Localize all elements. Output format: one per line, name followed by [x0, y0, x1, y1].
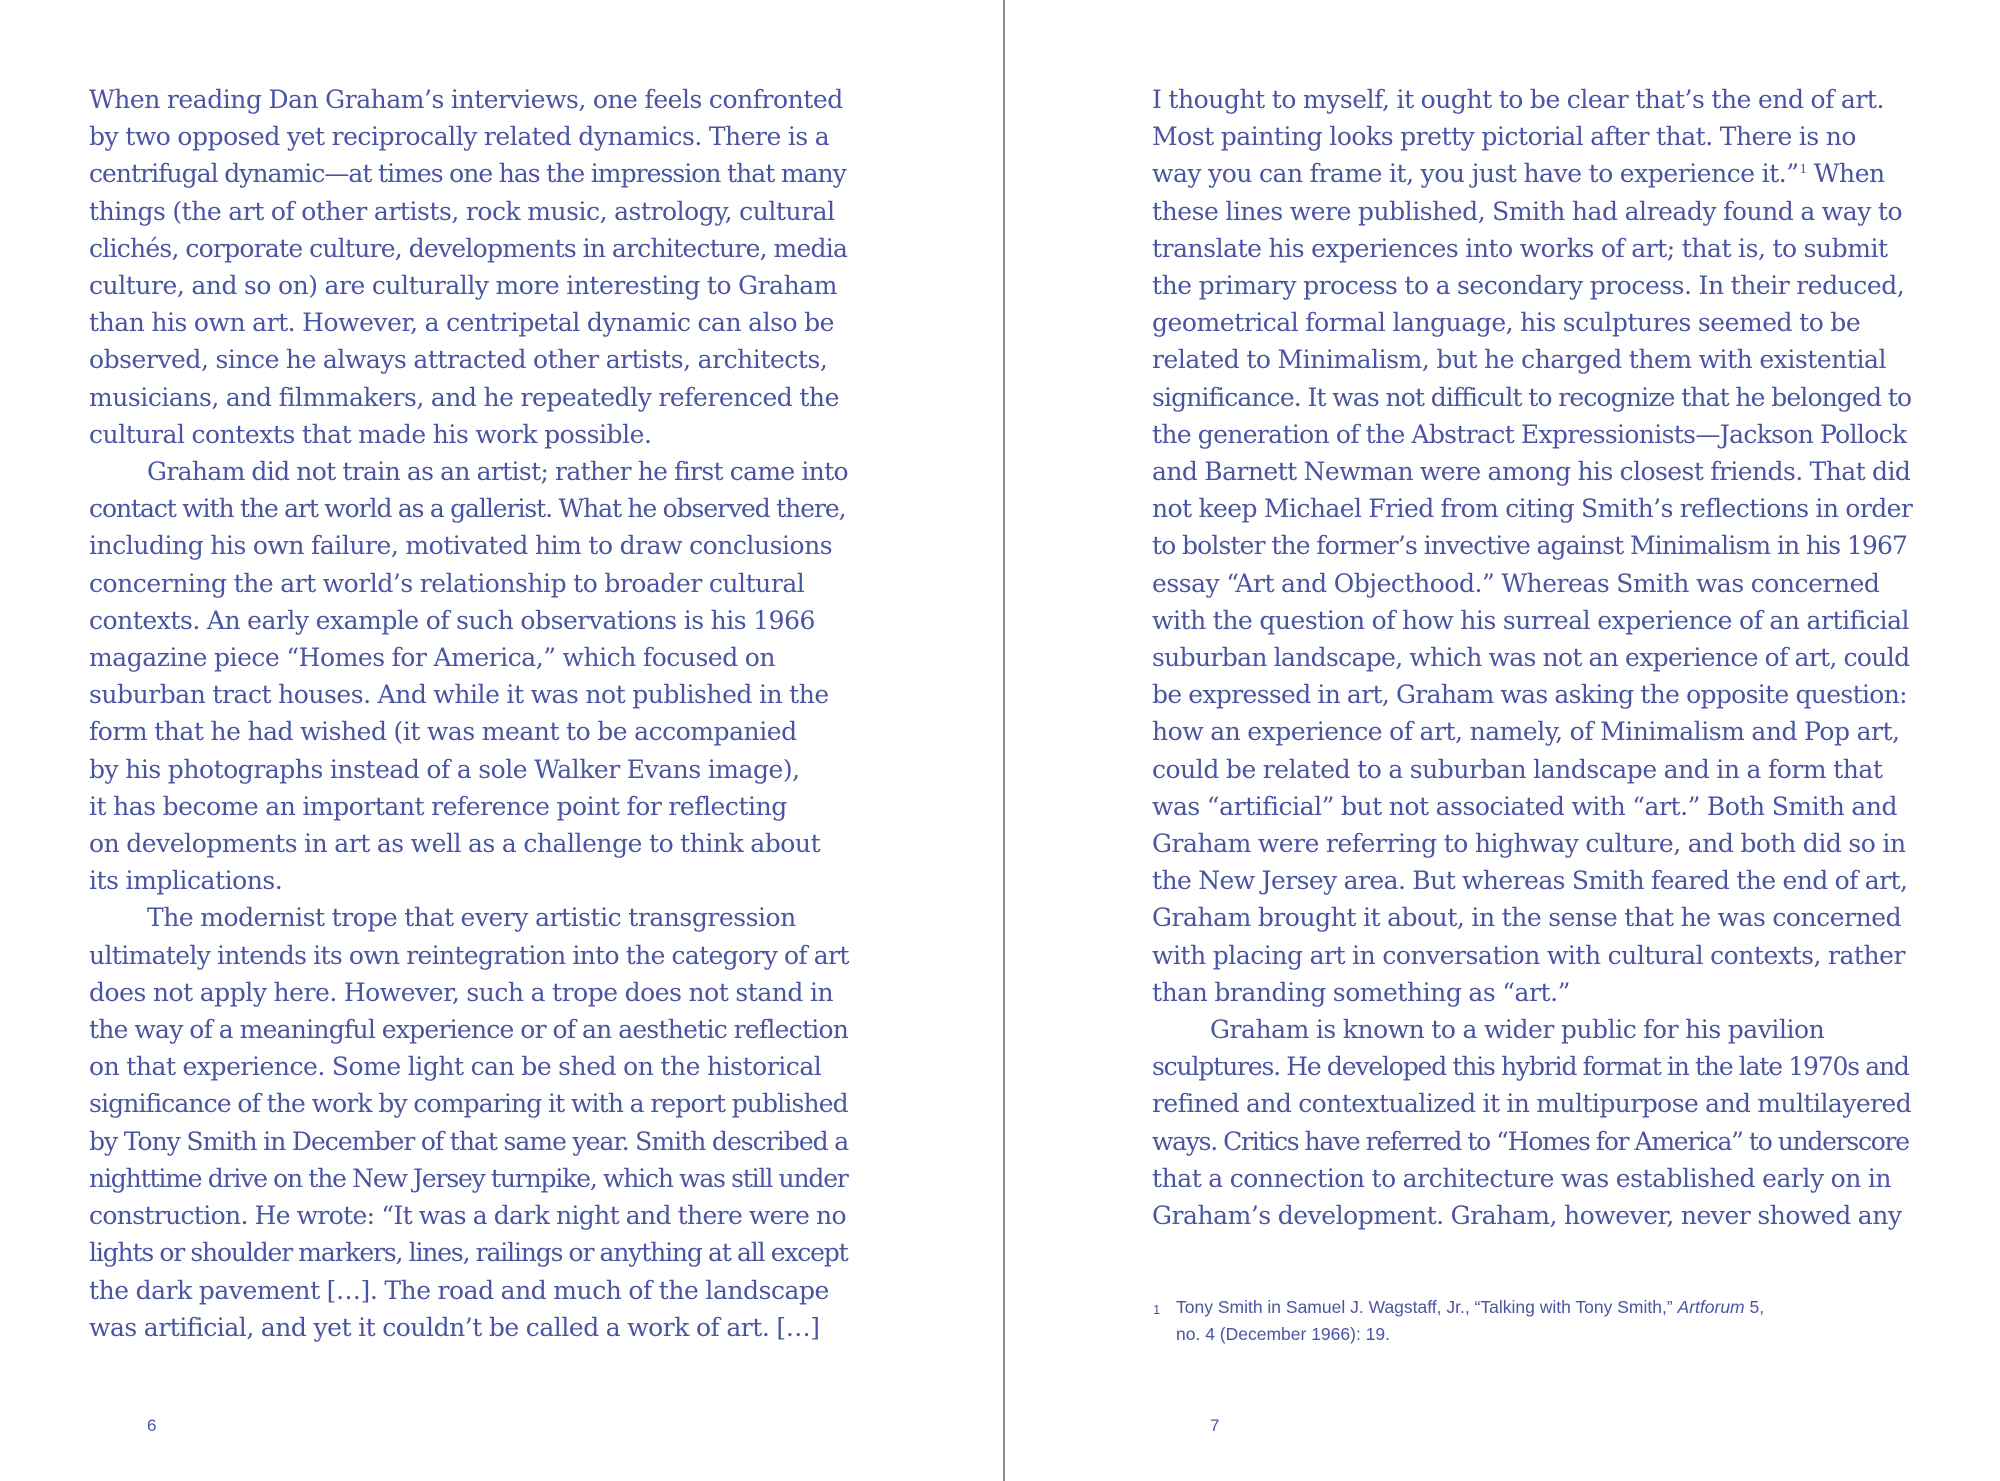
text-line: ultimately intends its own reintegration into the category of art	[89, 940, 849, 970]
text-line: centrifugal dynamic—at times one has the impression that many	[89, 159, 846, 189]
text-line: lights or shoulder markers, lines, railings or anything at all except	[89, 1238, 848, 1268]
text-line: construction. He wrote: “It was a dark night and there were no	[89, 1201, 846, 1231]
text-line: clichés, corporate culture, developments in architecture, media	[89, 233, 848, 263]
text-line: geometrical formal language, his sculptures seemed to be	[1152, 308, 1861, 338]
footnote-reference: 1	[1799, 162, 1807, 177]
text-line: culture, and so on) are culturally more interesting to Graham	[89, 271, 837, 301]
text-line-with-footnote	[1152, 155, 1912, 192]
text-line: translate his experiences into works of art; that is, to submit	[1152, 233, 1888, 263]
text-line: not keep Michael Fried from citing Smith’s reflections in order	[1152, 494, 1913, 524]
text-line: contexts. An early example of such observations is his 1966	[89, 605, 816, 635]
text-line: on that experience. Some light can be shed on the historical	[89, 1052, 822, 1082]
text-line: significance. It was not difficult to recognize that he belonged to	[1152, 382, 1912, 412]
page-number-left: 6	[147, 1416, 157, 1435]
footnote-journal-title: Artforum	[1677, 1297, 1745, 1317]
right-page	[1005, 0, 2000, 1481]
text-line: refined and contextualized it in multipurpose and multilayered	[1152, 1089, 1912, 1119]
text-line: related to Minimalism, but he charged them with existential	[1152, 345, 1886, 375]
left-page-body-text	[89, 81, 849, 1346]
text-line: its implications.	[89, 866, 283, 896]
text-line: suburban landscape, which was not an experience of art, could	[1152, 643, 1910, 673]
text-line: Graham were referring to highway culture, and both did so in	[1152, 829, 1906, 859]
footnote-citation-text: Tony Smith in Samuel J. Wagstaff, Jr., “Talking with Tony Smith,”	[1176, 1297, 1678, 1317]
text-line: things (the art of other artists, rock music, astrology, cultural	[89, 196, 835, 226]
text-line: nighttime drive on the New Jersey turnpike, which was still under	[89, 1163, 848, 1193]
page-number-right: 7	[1210, 1416, 1220, 1435]
text-line: than branding something as “art.”	[1152, 977, 1570, 1007]
text-line: does not apply here. However, such a trope does not stand in	[89, 977, 834, 1007]
text-line: it has become an important reference point for reflecting	[89, 791, 787, 821]
text-line: to bolster the former’s invective against Minimalism in his 1967	[1152, 531, 1908, 561]
footnote-line: no. 4 (December 1966): 19.	[1176, 1324, 1391, 1344]
text-line: that a connection to architecture was established early on in	[1152, 1163, 1892, 1193]
text-line-paragraph-start: Graham did not train as an artist; rather he first came into	[147, 457, 848, 487]
quote-end-text: way you can frame it, you just have to experience it.”	[1152, 159, 1799, 189]
text-line: Graham brought it about, in the sense that he was concerned	[1152, 903, 1902, 933]
text-line: the generation of the Abstract Expressionists—Jackson Pollock	[1152, 419, 1907, 449]
text-line: observed, since he always attracted other artists, architects,	[89, 345, 828, 375]
text-line: by his photographs instead of a sole Walker Evans image),	[89, 754, 800, 784]
text-line-paragraph-start: The modernist trope that every artistic transgression	[147, 903, 796, 933]
text-continuation: When	[1806, 159, 1885, 189]
text-line: form that he had wished (it was meant to be accompanied	[89, 717, 797, 747]
text-line: suburban tract houses. And while it was not published in the	[89, 680, 829, 710]
text-line: these lines were published, Smith had already found a way to	[1152, 196, 1903, 226]
text-line: including his own failure, motivated him to draw conclusions	[89, 531, 833, 561]
text-line: cultural contexts that made his work possible.	[89, 419, 652, 449]
text-line: contact with the art world as a gallerist. What he observed there,	[89, 494, 846, 524]
text-line: sculptures. He developed this hybrid format in the late 1970s and	[1152, 1052, 1909, 1082]
text-line: magazine piece “Homes for America,” which focused on	[89, 643, 776, 673]
text-line: Graham’s development. Graham, however, never showed any	[1152, 1201, 1902, 1231]
text-line: musicians, and filmmakers, and he repeatedly referenced the	[89, 382, 839, 412]
text-line: Most painting looks pretty pictorial after that. There is no	[1152, 122, 1856, 152]
text-line: could be related to a suburban landscape and in a form that	[1152, 754, 1883, 784]
text-line: than his own art. However, a centripetal dynamic can also be	[89, 308, 835, 338]
text-line: the New Jersey area. But whereas Smith feared the end of art,	[1152, 866, 1908, 896]
text-line: how an experience of art, namely, of Minimalism and Pop art,	[1152, 717, 1900, 747]
text-line: ways. Critics have referred to “Homes for America” to underscore	[1152, 1126, 1909, 1156]
text-line: the primary process to a secondary process. In their reduced,	[1152, 271, 1905, 301]
text-line: I thought to myself, it ought to be clear that’s the end of art.	[1152, 85, 1884, 114]
text-line: essay “Art and Objecthood.” Whereas Smith was concerned	[1152, 568, 1880, 598]
footnote-line	[1176, 1294, 1896, 1321]
text-line: was artificial, and yet it couldn’t be called a work of art. […]	[89, 1312, 820, 1342]
text-line: be expressed in art, Graham was asking the opposite question:	[1152, 680, 1907, 710]
text-line: by two opposed yet reciprocally related dynamics. There is a	[89, 122, 830, 152]
text-line: concerning the art world’s relationship to broader cultural	[89, 568, 805, 598]
footnote-volume: 5,	[1744, 1297, 1765, 1317]
text-line: the way of a meaningful experience or of an aesthetic reflection	[89, 1015, 849, 1045]
footnote	[1153, 1294, 1896, 1348]
right-page-body-text	[1152, 81, 1912, 1234]
text-line: by Tony Smith in December of that same year. Smith described a	[89, 1126, 849, 1156]
footnote-number: 1	[1153, 1302, 1161, 1317]
text-line: with the question of how his surreal experience of an artificial	[1152, 605, 1910, 635]
text-line: with placing art in conversation with cultural contexts, rather	[1152, 940, 1906, 970]
text-line-paragraph-start: Graham is known to a wider public for his pavilion	[1210, 1015, 1825, 1045]
text-line: on developments in art as well as a challenge to think about	[89, 829, 821, 859]
text-line: and Barnett Newman were among his closest friends. That did	[1152, 457, 1911, 487]
text-line: was “artificial” but not associated with “art.” Both Smith and	[1152, 791, 1898, 821]
text-line: significance of the work by comparing it with a report published	[89, 1089, 848, 1119]
text-line: the dark pavement […]. The road and much of the landscape	[89, 1275, 829, 1305]
text-line: When reading Dan Graham’s interviews, one feels confronted	[89, 85, 843, 114]
